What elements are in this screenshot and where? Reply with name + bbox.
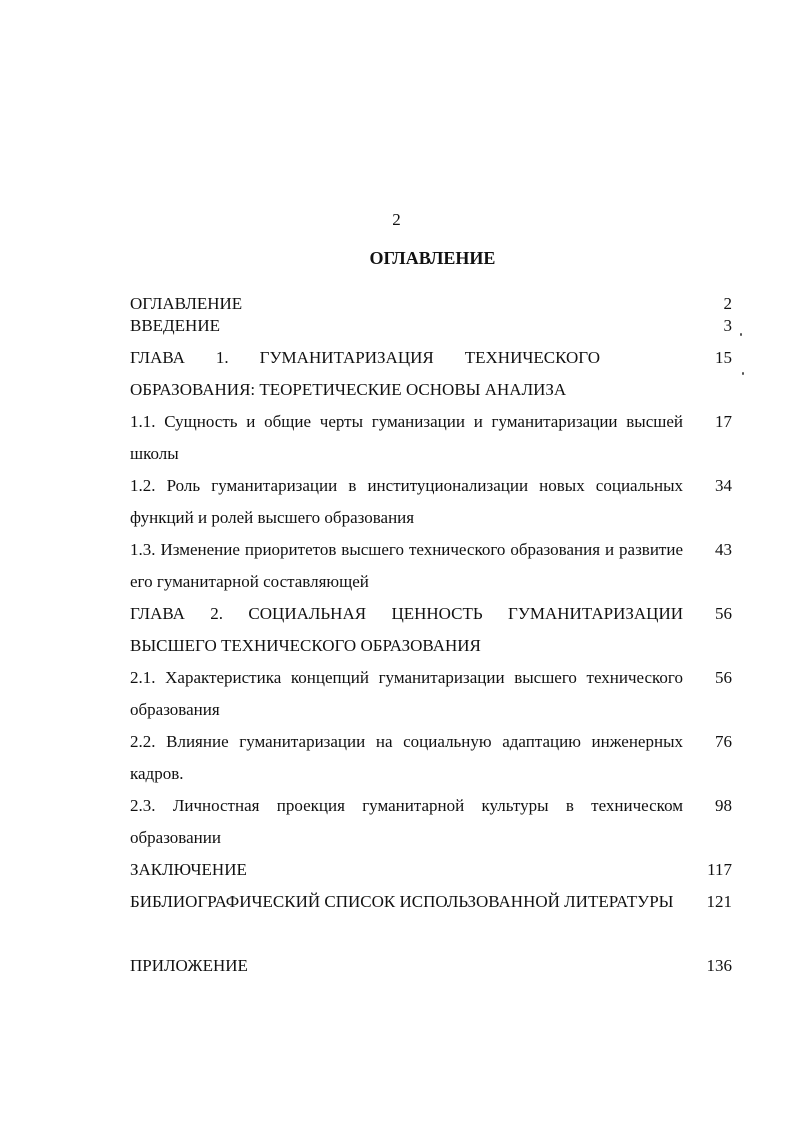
toc-entry-page: 15: [715, 348, 732, 367]
toc-entry-page: 43: [715, 540, 732, 559]
page-number: 2: [392, 210, 401, 229]
toc-entry-title: 1.1. Сущность и общие черты гуманизации и гуманитаризации высшей школы: [130, 412, 683, 463]
toc-entry-title: ПРИЛОЖЕНИЕ: [130, 956, 248, 975]
toc-entry-page: 56: [715, 668, 732, 687]
toc-entry-title: БИБЛИОГРАФИЧЕСКИЙ СПИСОК ИСПОЛЬЗОВАННОЙ ЛИТЕРАТУРЫ: [130, 892, 674, 911]
toc-entry-title: 2.2. Влияние гуманитаризации на социальную адаптацию инженерных кадров.: [130, 732, 683, 783]
toc-entry-page: 136: [706, 956, 732, 975]
toc-entry-page: 121: [706, 892, 732, 911]
toc-entry-title: ГЛАВА 2. СОЦИАЛЬНАЯ ЦЕННОСТЬ ГУМАНИТАРИЗАЦИИ ВЫСШЕГО ТЕХНИЧЕСКОГО ОБРАЗОВАНИЯ: [130, 604, 683, 655]
toc-entry-title: 1.2. Роль гуманитаризации в институционализации новых социальных функций и ролей высшего образования: [130, 476, 683, 527]
toc-entry-title: ЗАКЛЮЧЕНИЕ: [130, 860, 247, 879]
toc-entry-page: 98: [715, 796, 732, 815]
toc-entry-title: 1.3. Изменение приоритетов высшего технического образования и развитие его гуманитарной составляющей: [130, 540, 683, 591]
page-title: ОГЛАВЛЕНИЕ: [369, 248, 496, 268]
toc-entry-page: 2: [723, 294, 732, 313]
scan-speck: [740, 333, 742, 336]
toc-entry-title: ГЛАВА 1. ГУМАНИТАРИЗАЦИЯ ТЕХНИЧЕСКОГО ОБРАЗОВАНИЯ: ТЕОРЕТИЧЕСКИЕ ОСНОВЫ АНАЛИЗА: [130, 348, 600, 399]
toc-entry-page: 17: [715, 412, 732, 431]
toc-entry-title: ВВЕДЕНИЕ: [130, 316, 220, 335]
toc-entry-title: ОГЛАВЛЕНИЕ: [130, 294, 243, 313]
scan-speck: [742, 372, 744, 375]
toc-entry-page: 117: [707, 860, 732, 879]
toc-entry-title: 2.1. Характеристика концепций гуманитаризации высшего технического образования: [130, 668, 683, 719]
toc-entry-page: 3: [723, 316, 732, 335]
toc-entry-page: 34: [715, 476, 732, 495]
toc-entry-page: 56: [715, 604, 732, 623]
toc-entry-page: 76: [715, 732, 732, 751]
toc-entry-title: 2.3. Личностная проекция гуманитарной культуры в техническом образовании: [130, 796, 683, 847]
